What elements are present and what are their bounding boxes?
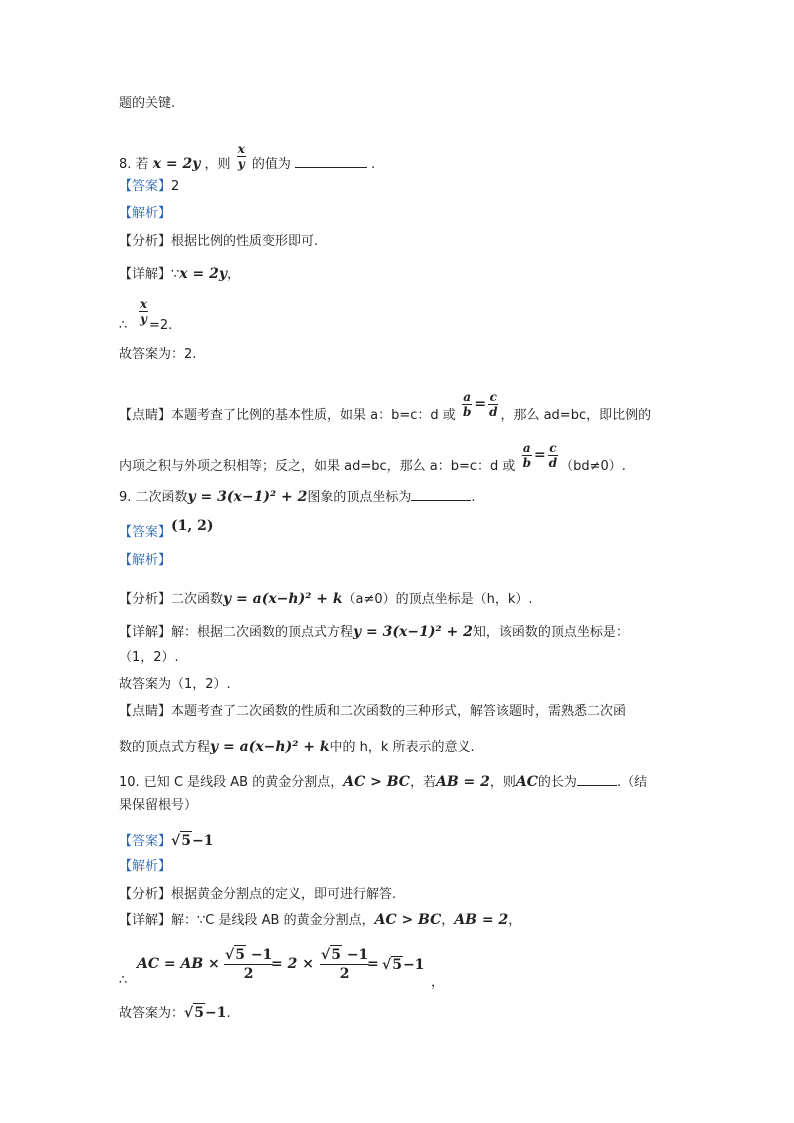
q10-answer: [119, 831, 213, 851]
xiangjie-text: 知，该函数的顶点坐标是：: [472, 625, 629, 640]
final-end: .: [226, 1006, 231, 1021]
frac-den: b: [522, 456, 531, 470]
final-text: 故答案为：: [119, 1006, 185, 1021]
frac-den: d: [489, 405, 498, 419]
golden-fraction: [225, 945, 272, 983]
fenxi-tag: 【分析】: [119, 887, 172, 902]
answer-tag: 【答案】: [119, 179, 172, 194]
therefore-symbol: ∴: [119, 318, 128, 333]
q8-fraction: [237, 142, 246, 171]
q9-after: 图象的顶点坐标为: [307, 490, 412, 505]
xiangjie-text: 解：∵C 是线段 AB 的黄金分割点，: [171, 913, 375, 928]
q10-end: .（结: [616, 775, 648, 790]
q8-frac-num: x: [237, 142, 245, 156]
q9-dianjing-2: [119, 738, 475, 757]
q10-line2: 果保留根号）: [119, 798, 198, 813]
q8-after: 的值为: [251, 157, 291, 172]
fenxi-text: 二次函数: [171, 592, 224, 607]
equals: =: [474, 396, 487, 412]
minus-one: −1: [245, 947, 273, 963]
analysis-tag: 【解析】: [119, 206, 172, 221]
comma: ，: [431, 975, 445, 990]
xiangjie-text: 解：根据二次函数的顶点式方程: [171, 625, 354, 640]
q10-condition-2: AB = 2: [454, 912, 509, 928]
fenxi-text: 根据比例的性质变形即可.: [171, 234, 319, 249]
q8-dianjing-2: [119, 441, 626, 481]
q8-therefore-fraction: [139, 297, 148, 326]
q8-fenxi: [119, 233, 318, 251]
q8-result: =2.: [149, 318, 173, 333]
q8-dianjing-1: [119, 390, 652, 430]
answer-blank: [577, 771, 617, 786]
q8-xj-comma: ，: [227, 267, 241, 282]
q9-xiangjie: [119, 623, 629, 642]
answer-blank: [411, 486, 471, 501]
q10-question: [119, 771, 647, 792]
q10-xiangjie: [119, 911, 521, 930]
dianjing-text: ，那么 ad=bc，即比例的: [500, 408, 652, 423]
frac-num: c: [549, 441, 557, 455]
q9-function: y = 3(x−1)² + 2: [353, 624, 473, 640]
answer-tag: 【答案】: [119, 525, 172, 540]
frac-den: 2: [320, 964, 369, 983]
answer-value: 2: [171, 179, 180, 194]
answer-tag: 【答案】: [119, 834, 172, 849]
dianjing-text: 本题考查了二次函数的性质和二次函数的三种形式，解答该题时，需熟悉二次函: [171, 704, 627, 719]
analysis-tag: 【解析】: [119, 553, 172, 568]
q9-end: .: [471, 490, 476, 505]
q9-function: y = 3(x−1)² + 2: [187, 489, 308, 505]
radicand: 5: [331, 947, 341, 963]
comma: ，: [441, 913, 455, 928]
minus-one: −1: [341, 947, 369, 963]
q10-final: [119, 1003, 231, 1023]
frac-den: d: [548, 456, 558, 470]
frac-num: a: [463, 390, 472, 404]
dianjing-text: 本题考查了比例的基本性质，如果 a：b=c：d 或: [171, 408, 456, 423]
frac-den: 2: [224, 964, 273, 983]
radicand: 5: [235, 947, 245, 963]
q9-final: 故答案为（1，2）.: [119, 677, 231, 692]
fenxi-text: （a≠0）的顶点坐标是（h，k）.: [342, 592, 533, 607]
ratio-cd: [488, 390, 498, 419]
calc-result: √5−1: [382, 957, 425, 973]
frac-den: b: [462, 405, 472, 419]
q10-condition-1: AC > BC: [374, 912, 442, 928]
q8-mid: ，则: [204, 157, 231, 172]
xiangjie-tag: 【详解】: [119, 625, 172, 640]
q8-xj-condition: x = 2y: [179, 266, 227, 282]
fenxi-text: 根据黄金分割点的定义，即可进行解答.: [171, 887, 397, 902]
frac-num: √5 −1: [225, 947, 273, 963]
q7-tail: 题的关键.: [119, 96, 176, 111]
frac-num: a: [522, 441, 531, 455]
frac-den: y: [140, 312, 147, 326]
q9-fenxi: [119, 590, 533, 609]
q8-xiangjie: [119, 265, 240, 284]
radicand: 5: [194, 1005, 204, 1021]
q10-number: 10. 已知 C 是线段 AB 的黄金分割点，: [119, 775, 344, 790]
calc-part: AC = AB ×: [137, 956, 220, 972]
vertex-form: y = a(x−h)² + k: [210, 739, 330, 755]
dianjing-text: （bd≠0）.: [560, 459, 626, 474]
analysis-tag: 【解析】: [119, 859, 172, 874]
radicand: 5: [392, 957, 402, 973]
q8-answer: [119, 178, 179, 196]
minus-one: −1: [191, 833, 214, 849]
dianjing-tag: 【点睛】: [119, 408, 172, 423]
q9-dianjing-1: [119, 703, 626, 721]
frac-num: √5 −1: [321, 947, 369, 963]
xiangjie-tag: 【详解】: [119, 913, 172, 928]
fenxi-tag: 【分析】: [119, 592, 172, 607]
q10-after: 的长为: [537, 775, 577, 790]
therefore-symbol: ∴: [119, 973, 128, 988]
final-value: √5−1: [184, 1005, 227, 1021]
frac-num: x: [139, 297, 148, 311]
q9-answer: [119, 518, 214, 542]
fenxi-tag: 【分析】: [119, 234, 172, 249]
calc-part: =: [367, 956, 379, 972]
equals: =: [533, 447, 546, 463]
ratio-ab: [522, 441, 532, 470]
dianjing-text: 中的 h，k 所表示的意义.: [329, 740, 475, 755]
q10-ac: AC: [515, 774, 538, 790]
dianjing-tag: 【点睛】: [119, 704, 172, 719]
answer-value: (1, 2): [171, 518, 214, 534]
ratio-cd: [548, 441, 558, 470]
q10-mid: ，若: [409, 775, 436, 790]
q8-frac-den: y: [237, 157, 245, 171]
comma: ，: [508, 913, 522, 928]
ratio-ab: [462, 390, 472, 419]
q9-number: 9. 二次函数: [119, 490, 188, 505]
q9-question: [119, 486, 475, 507]
vertex-form: y = a(x−h)² + k: [223, 591, 343, 607]
q8-final: 故答案为：2.: [119, 347, 197, 362]
golden-fraction: [321, 945, 368, 983]
minus-one: −1: [204, 1005, 227, 1021]
xiangjie-text: （1，2）.: [119, 650, 179, 665]
dianjing-text: 数的顶点式方程: [119, 740, 211, 755]
because-symbol: ∵: [171, 267, 180, 282]
q8-number: 8. 若: [119, 157, 149, 172]
radicand: 5: [181, 833, 191, 849]
q8-question: [119, 142, 376, 179]
answer-blank: [295, 153, 367, 168]
answer-value: √5−1: [171, 833, 214, 849]
q10-condition-2: AB = 2: [435, 774, 490, 790]
q10-mid: ，则: [489, 775, 516, 790]
q10-condition-1: AC > BC: [343, 774, 410, 790]
xiangjie-tag: 【详解】: [119, 267, 172, 282]
minus-one: −1: [402, 957, 425, 973]
q8-end: .: [371, 157, 376, 172]
frac-num: c: [489, 390, 497, 404]
q8-condition: x = 2y: [152, 156, 201, 172]
dianjing-text: 内项之积与外项之积相等；反之，如果 ad=bc，那么 a：b=c：d 或: [119, 459, 516, 474]
q10-fenxi: [119, 886, 396, 904]
calc-part: = 2 ×: [271, 956, 314, 972]
